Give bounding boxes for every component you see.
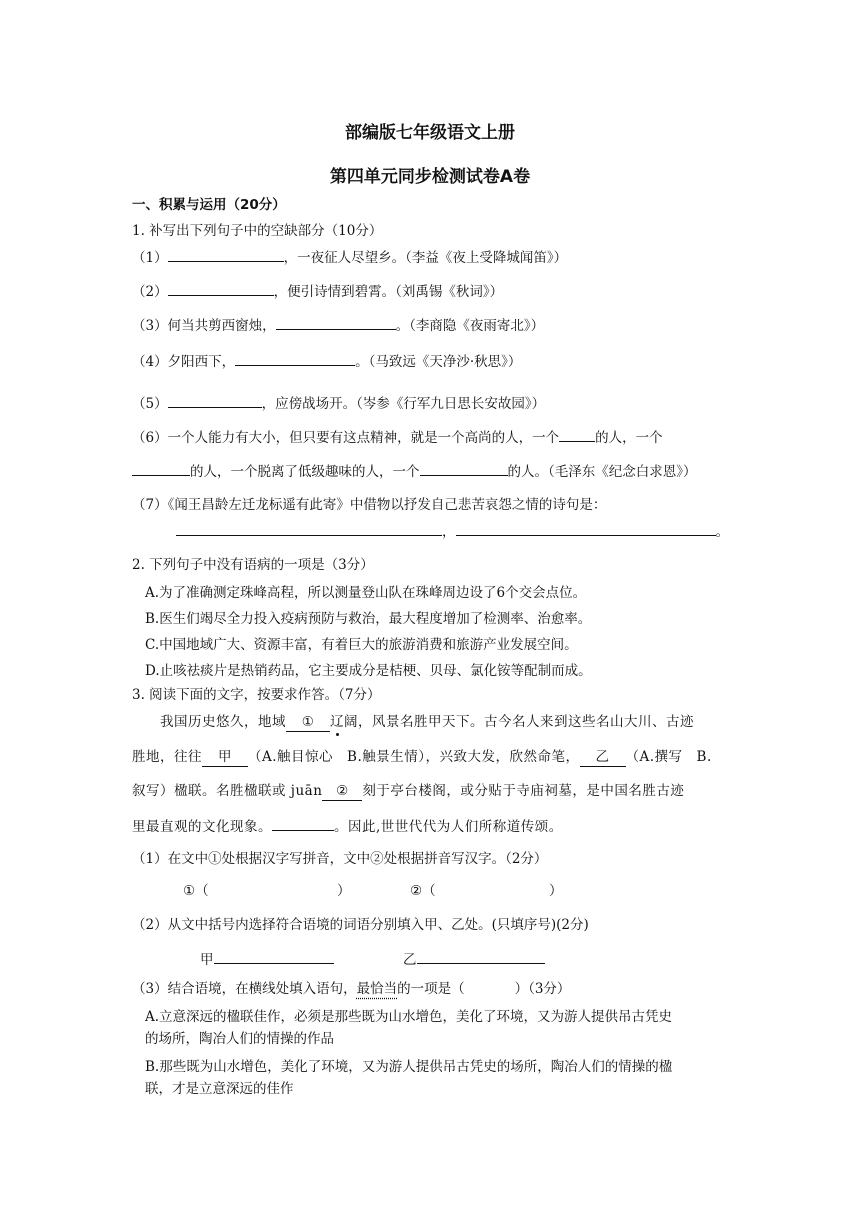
- q1-text: （6）一个人能力有大小，但只要有这点精神，就是一个高尚的人，一个: [132, 430, 560, 446]
- answer-blank[interactable]: [420, 462, 508, 476]
- q2-option-a: A.为了准确测定珠峰高程，所以测量登山队在珠峰周边设了6个交会点位。: [145, 585, 587, 601]
- q3-sub-1-answer-2: ②（: [410, 883, 436, 899]
- paper-subtitle: 第四单元同步检测试卷A卷: [329, 167, 531, 187]
- q1-line-2: [132, 282, 503, 301]
- passage-text: 我国历史悠久，地域: [160, 714, 286, 730]
- q3-sub-1-answer-1: ①（: [183, 883, 209, 899]
- answer-blank[interactable]: [132, 462, 190, 476]
- section-heading: 一、积累与运用（20分）: [132, 197, 286, 213]
- q1-line-6: [132, 428, 663, 447]
- passage-text: 里最直观的文化现象。: [132, 819, 272, 835]
- q3-text: ）（3分）: [514, 981, 571, 997]
- q3-sub-1-close-1: ）: [337, 883, 351, 899]
- answer-blank[interactable]: [272, 817, 334, 831]
- q3-text: 的一项是（: [397, 981, 465, 997]
- blank-marker-2[interactable]: ②: [322, 782, 362, 801]
- blank-marker-jia[interactable]: 甲: [202, 748, 248, 767]
- q1-line-6-cont: [132, 462, 697, 481]
- passage-line-2: [132, 748, 712, 767]
- passage-line-4: [132, 817, 563, 836]
- q1-text: 的人，一个: [595, 430, 663, 446]
- q1-text: ，一夜征人尽望乡。（李益《夜上受降城闻笛》）: [283, 250, 568, 266]
- q1-text: 。（马致远《天净沙·秋思》）: [355, 354, 522, 370]
- q2-option-c: C.中国地域广大、资源丰富，有着巨大的旅游消费和旅游产业发展空间。: [145, 637, 578, 653]
- passage-line-3: [132, 782, 684, 801]
- q3-sub-1: （1）在文中①处根据汉字写拼音，文中②处根据拼音写汉字。（2分）: [132, 851, 548, 867]
- passage-line-1: [160, 713, 694, 732]
- answer-label: 乙: [403, 952, 417, 968]
- q3-sub-2-answer-jia: [200, 950, 334, 969]
- q1-text: 。: [715, 524, 729, 540]
- blank-marker-1[interactable]: ①: [286, 713, 330, 732]
- passage-text: 阔，风景名胜甲天下。古今名人来到这些名山大川、古迹: [344, 714, 694, 730]
- answer-blank[interactable]: [168, 394, 262, 408]
- answer-blank[interactable]: [176, 522, 442, 536]
- q2-option-b: B.医生们竭尽全力投入疫病预防与救治，最大程度增加了检测率、治愈率。: [145, 611, 592, 627]
- q1-line-4: [132, 352, 521, 371]
- answer-blank[interactable]: [456, 522, 716, 536]
- passage-text: （A.撰写 B.: [625, 749, 712, 765]
- q3-option-a-line-1: A.立意深远的楹联佳作，必须是那些既为山水增色，美化了环境，又为游人提供吊古凭史: [145, 1009, 673, 1025]
- passage-text: 刻于亭台楼阁，或分贴于寺庙祠墓，是中国名胜古迹: [362, 783, 685, 799]
- q1-text: 的人。（毛泽东《纪念白求恩》）: [507, 464, 697, 480]
- answer-blank[interactable]: [276, 316, 396, 330]
- emphasis-dotted: 最恰当: [356, 981, 398, 997]
- q1-label: （5）: [132, 396, 168, 412]
- answer-blank[interactable]: [168, 282, 274, 296]
- passage-text: （A.触目惊心 B.触景生情），兴致大发，欣然命笔，: [248, 749, 580, 765]
- passage-text: 胜地，往往: [132, 749, 202, 765]
- q3-text: （3）结合语境，在横线处填入语句，: [132, 981, 357, 997]
- answer-label: 甲: [200, 952, 214, 968]
- q1-line-5: [132, 394, 545, 413]
- q3-option-b-line-2: 联，才是立意深远的佳作: [145, 1081, 294, 1097]
- emphasis-dotted-char: 辽: [330, 714, 344, 730]
- question-1-stem: 1. 补写出下列句子中的空缺部分（10分）: [132, 223, 383, 239]
- question-3-stem: 3. 阅读下面的文字，按要求作答。（7分）: [132, 687, 381, 703]
- q1-line-3: [132, 316, 544, 335]
- q1-text: ，应傍战场开。（岑参《行军九日思长安故园》）: [261, 396, 546, 412]
- q3-sub-3: [132, 980, 570, 998]
- answer-blank[interactable]: [168, 248, 284, 262]
- q1-label: （1）: [132, 250, 168, 266]
- answer-blank[interactable]: [235, 352, 355, 366]
- q3-sub-1-close-2: ）: [549, 883, 563, 899]
- q2-option-d: D.止咳祛痰片是热销药品，它主要成分是桔梗、贝母、氯化铵等配制而成。: [145, 663, 592, 679]
- passage-text: 。因此,世世代代为人们所称道传颂。: [334, 819, 563, 835]
- q1-line-7: （7）《闻王昌龄左迁龙标遥有此寄》中借物以抒发自己悲苦哀怨之情的诗句是：: [132, 497, 607, 513]
- q1-text: 的人，一个脱离了低级趣味的人，一个: [190, 464, 420, 480]
- q1-line-1: [132, 248, 567, 267]
- question-2-stem: 2. 下列句子中没有语病的一项是（3分）: [132, 557, 374, 573]
- blank-marker-yi[interactable]: 乙: [580, 748, 626, 767]
- q3-option-b-line-1: B.那些既为山水增色，美化了环境，又为游人提供吊古凭史的场所，陶冶人们的情操的楹: [145, 1059, 673, 1075]
- q1-text: ，: [442, 524, 456, 540]
- passage-text: 叙写）楹联。名胜楹联或 juān: [132, 783, 323, 799]
- q1-text: （3）何当共剪西窗烛，: [132, 318, 276, 334]
- q1-text: （4）夕阳西下，: [132, 354, 236, 370]
- q3-sub-2: （2）从文中括号内选择符合语境的词语分别填入甲、乙处。(只填序号)(2分): [132, 917, 589, 933]
- q1-text: 。（李商隐《夜雨寄北》）: [395, 318, 545, 334]
- q1-label: （2）: [132, 284, 168, 300]
- q1-line-7-answers: [176, 522, 729, 541]
- q3-option-a-line-2: 的场所，陶冶人们的情操的作品: [145, 1031, 334, 1047]
- q1-text: ，便引诗情到碧霄。（刘禹锡《秋词》）: [273, 284, 504, 300]
- answer-blank[interactable]: [214, 950, 334, 964]
- paper-title: 部编版七年级语文上册: [345, 123, 515, 143]
- answer-blank[interactable]: [417, 950, 545, 964]
- q3-sub-2-answer-yi: [403, 950, 545, 969]
- answer-blank[interactable]: [559, 428, 595, 442]
